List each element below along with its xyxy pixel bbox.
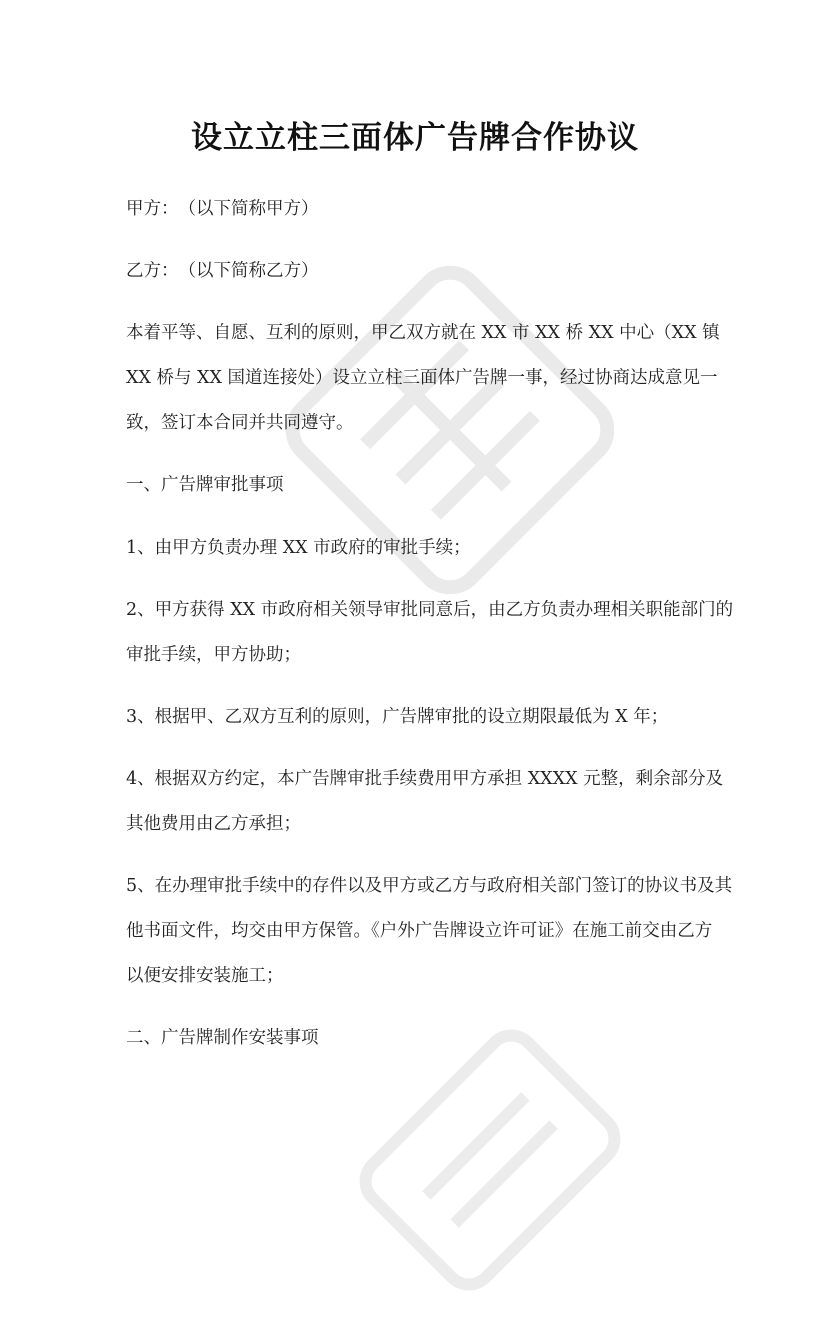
item-5-line-3: 以便安排安装施工； — [126, 966, 284, 986]
item-5-line-2: 他书面文件，均交由甲方保管。《户外广告牌设立许可证》在施工前交由乙方 — [126, 921, 713, 941]
item-4-line-1: 4、根据双方约定，本广告牌审批手续费用甲方承担 XXXX 元整，剩余部分及 — [126, 769, 724, 789]
item-2-line-2: 审批手续，甲方协助； — [126, 645, 301, 665]
item-2-line-1: 2、甲方获得 XX 市政府相关领导审批同意后，由乙方负责办理相关职能部门的 — [126, 600, 734, 620]
intro-line-1: 本着平等、自愿、互利的原则，甲乙双方就在 XX 市 XX 桥 XX 中心（XX 镇 — [126, 323, 720, 343]
intro-line-2: XX 桥与 XX 国道连接处）设立立柱三面体广告牌一事，经过协商达成意见一 — [126, 368, 718, 388]
party-b: 乙方： （以下简称乙方） — [126, 261, 319, 281]
item-4-line-2: 其他费用由乙方承担； — [126, 814, 301, 834]
item-5-line-1: 5、在办理审批手续中的存件以及甲方或乙方与政府相关部门签订的协议书及其 — [126, 876, 733, 896]
party-a: 甲方： （以下简称甲方） — [126, 199, 319, 219]
intro-line-3: 致，签订本合同并共同遵守。 — [126, 413, 354, 433]
document-title: 设立立柱三面体广告牌合作协议 — [191, 120, 639, 156]
item-1-line-1: 1、由甲方负责办理 XX 市政府的审批手续； — [126, 538, 471, 558]
section-1-heading: 一、广告牌审批事项 — [126, 475, 284, 495]
item-3-line-1: 3、根据甲、乙双方互利的原则，广告牌审批的设立期限最低为 X 年； — [126, 707, 669, 727]
section-2-heading: 二、广告牌制作安装事项 — [126, 1028, 319, 1048]
